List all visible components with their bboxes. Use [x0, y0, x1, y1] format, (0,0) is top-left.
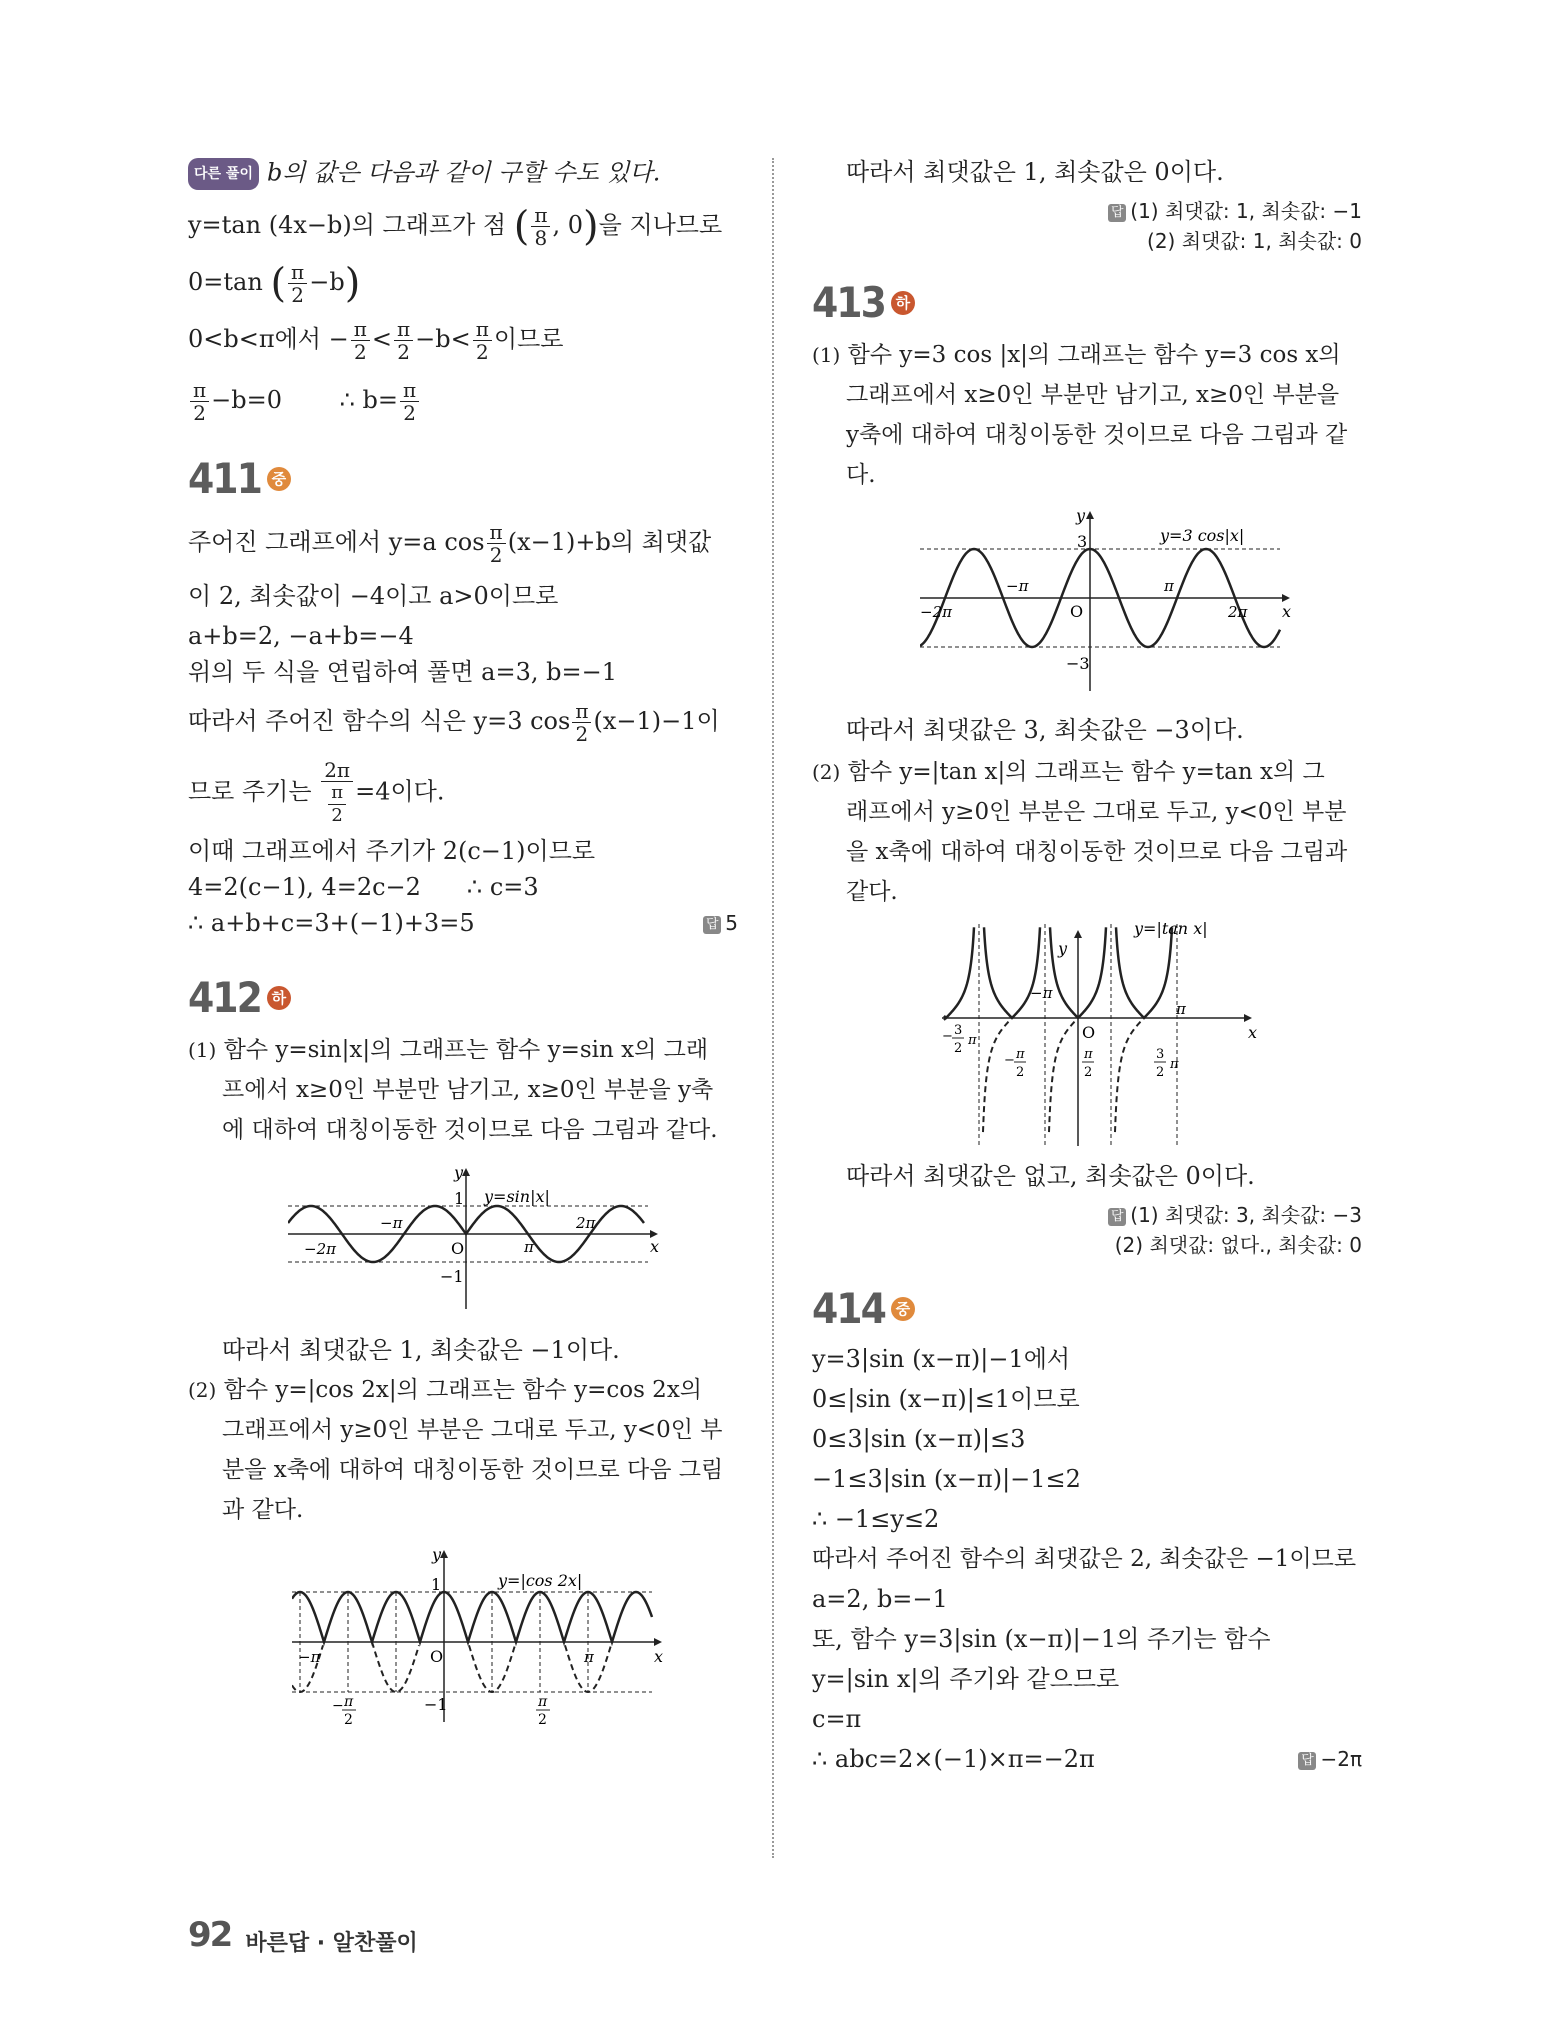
svg-text:π: π	[1084, 1047, 1093, 1062]
p414-line-4: −1≤3|sin (x−π)|−1≤2	[812, 1465, 1081, 1493]
svg-text:y: y	[1076, 509, 1086, 525]
p411-line-5: 따라서 주어진 함수의 식은 y=3 cos $\frac{\pi}{2}$ (x−1)−1이	[188, 699, 720, 746]
p414-line-10: c=π	[812, 1705, 862, 1733]
3cos-abs-graph	[920, 509, 1300, 694]
svg-text:x: x	[654, 1647, 664, 1666]
level-badge: 하	[891, 291, 915, 315]
alt-line-4: 0<b<π에서 − $\frac{\pi}{2}$ < $\frac{\pi}{2}$ −b< $\frac{\pi}{2}$ 이므로	[188, 317, 564, 364]
svg-text:−π: −π	[380, 1214, 403, 1232]
alt-line-3: 0=tan ( $\frac{\pi}{2}$ −b)	[188, 260, 361, 307]
alt-solution-intro: 다른 풀이 b의 값은 다음과 같이 구할 수도 있다.	[188, 158, 738, 190]
svg-text:3: 3	[1077, 532, 1088, 551]
alt-line-5: $\frac{\pi}{2}$ −b=0 ∴ b= $\frac{\pi}{2}$	[188, 379, 738, 424]
svg-text:x: x	[1282, 602, 1292, 621]
p414-line-7: a=2, b=−1	[812, 1585, 948, 1613]
svg-text:2: 2	[1016, 1065, 1025, 1080]
problem-411-header: 411 중	[188, 454, 738, 503]
p414-line-1: y=3|sin (x−π)|−1에서	[812, 1345, 1071, 1373]
svg-text:2: 2	[1156, 1065, 1165, 1080]
p413-conclusion-1: 따라서 최댓값은 3, 최솟값은 −3이다.	[846, 716, 1244, 744]
level-badge: 중	[891, 1297, 915, 1321]
p413-part2-line1: (2) 함수 y=|tan x|의 그래프는 함수 y=tan x의 그	[812, 759, 1325, 785]
level-badge: 중	[267, 467, 291, 491]
svg-text:3: 3	[954, 1023, 963, 1038]
book-title: 바른답 · 알찬풀이	[245, 1931, 418, 1956]
p411-line-7: 이때 그래프에서 주기가 2(c−1)이므로	[188, 837, 596, 865]
svg-text:−: −	[332, 1698, 344, 1714]
p414-line-9: y=|sin x|의 주기와 같으므로	[812, 1665, 1120, 1693]
p413-part1-line1: (1) 함수 y=3 cos |x|의 그래프는 함수 y=3 cos x의	[812, 342, 1341, 368]
answer-413-1: 답 (1) 최댓값: 3, 최솟값: −3	[812, 1200, 1362, 1230]
level-badge: 하	[267, 986, 291, 1010]
problem-413-header: 413 하	[812, 278, 1362, 327]
fraction: $\frac{\pi}{2}$	[288, 261, 307, 306]
p413-part1-line4: 다.	[846, 462, 876, 488]
svg-text:−2π: −2π	[920, 603, 952, 621]
svg-text:y=|cos 2x|: y=|cos 2x|	[498, 1571, 583, 1590]
svg-text:2: 2	[344, 1712, 353, 1726]
left-column	[188, 150, 738, 1726]
p412-part1-line2: 프에서 x≥0인 부분만 남기고, x≥0인 부분을 y축	[222, 1077, 714, 1103]
svg-text:1: 1	[454, 1189, 465, 1208]
svg-text:2: 2	[954, 1041, 963, 1056]
svg-text:x: x	[1248, 1023, 1258, 1042]
page-number: 92	[188, 1915, 232, 1955]
page-footer	[188, 1915, 418, 1957]
svg-text:2π: 2π	[1228, 603, 1248, 621]
p414-line-11: ∴ abc=2×(−1)×π=−2π 답 −2π	[812, 1745, 1362, 1773]
p413-part1-line2: 그래프에서 x≥0인 부분만 남기고, x≥0인 부분을	[846, 382, 1340, 408]
sin-abs-graph	[288, 1164, 668, 1314]
problem-412-header: 412 하	[188, 973, 738, 1022]
right-column	[812, 150, 1362, 1773]
svg-text:−1: −1	[424, 1695, 448, 1714]
p411-line-1: 주어진 그래프에서 y=a cos $\frac{\pi}{2}$ (x−1)+b의 최댓값	[188, 520, 712, 567]
svg-text:y=|tan x|: y=|tan x|	[1134, 920, 1208, 938]
svg-text:π: π	[1170, 1057, 1179, 1072]
svg-text:O: O	[1070, 602, 1084, 621]
cos2x-abs-graph	[292, 1546, 672, 1726]
p414-line-8: 또, 함수 y=3|sin (x−π)|−1의 주기는 함수	[812, 1625, 1271, 1653]
answer-413-2: (2) 최댓값: 없다., 최솟값: 0	[1114, 1233, 1362, 1257]
svg-text:−2π: −2π	[304, 1240, 336, 1258]
p412-conclusion-1: 따라서 최댓값은 1, 최솟값은 −1이다.	[222, 1336, 620, 1364]
p412-part2-line1: (2) 함수 y=|cos 2x|의 그래프는 함수 y=cos 2x의	[188, 1377, 703, 1403]
p413-conclusion-2: 따라서 최댓값은 없고, 최솟값은 0이다.	[846, 1162, 1255, 1190]
svg-text:O: O	[451, 1239, 465, 1258]
svg-text:y: y	[1058, 939, 1068, 958]
svg-text:x: x	[650, 1237, 660, 1256]
svg-text:O: O	[1082, 1023, 1096, 1042]
p412-part1-line1: (1) 함수 y=sin|x|의 그래프는 함수 y=sin x의 그래	[188, 1037, 709, 1063]
answer-411: 답 5	[703, 909, 738, 937]
svg-text:−π: −π	[298, 1648, 321, 1666]
answer-412-2: (2) 최댓값: 1, 최솟값: 0	[1147, 229, 1362, 253]
p414-line-2: 0≤|sin (x−π)|≤1이므로	[812, 1385, 1080, 1413]
p413-part2-line3: 을 x축에 대하여 대칭이동한 것이므로 다음 그림과	[846, 839, 1348, 865]
alt-solution-tag: 다른 풀이	[188, 158, 259, 190]
svg-text:π: π	[1164, 577, 1174, 595]
svg-text:π: π	[584, 1648, 594, 1666]
svg-text:−: −	[1004, 1053, 1015, 1068]
svg-text:−π: −π	[1006, 577, 1029, 595]
p411-line-8: 4=2(c−1), 4=2c−2 ∴ c=3	[188, 873, 539, 901]
p413-part1-line3: y축에 대하여 대칭이동한 것이므로 다음 그림과 같	[846, 422, 1348, 448]
svg-text:−: −	[942, 1029, 953, 1044]
svg-text:π: π	[538, 1694, 548, 1710]
svg-text:2π: 2π	[576, 1214, 596, 1232]
svg-text:π: π	[1016, 1047, 1025, 1062]
svg-text:1: 1	[431, 1575, 442, 1594]
svg-text:−1: −1	[440, 1267, 464, 1286]
period-fraction: $\frac{2\pi}{\frac{\pi}{2}}$	[321, 759, 353, 827]
p411-line-3: a+b=2, −a+b=−4	[188, 622, 414, 650]
p414-line-6: 따라서 주어진 함수의 최댓값은 2, 최솟값은 −1이므로	[812, 1546, 1357, 1572]
svg-text:O: O	[430, 1647, 444, 1666]
fraction: $\frac{\pi}{8}$	[531, 204, 550, 249]
p412-conclusion-2: 따라서 최댓값은 1, 최솟값은 0이다.	[846, 158, 1224, 186]
svg-text:π: π	[968, 1033, 977, 1048]
svg-text:y=sin|x|: y=sin|x|	[484, 1187, 550, 1206]
alt-line-2: y=tan (4x−b)의 그래프가 점 ( $\frac{\pi}{8}$ , 0)을 지나므로	[188, 203, 723, 250]
svg-text:y: y	[454, 1164, 464, 1182]
p414-line-3: 0≤3|sin (x−π)|≤3	[812, 1425, 1026, 1453]
p412-part2-line2: 그래프에서 y≥0인 부분은 그대로 두고, y<0인 부	[222, 1417, 723, 1443]
p411-line-2: 이 2, 최솟값이 −4이고 a>0이므로	[188, 582, 559, 610]
problem-414-header: 414 중	[812, 1284, 1362, 1333]
svg-text:y=3 cos|x|: y=3 cos|x|	[1160, 526, 1245, 545]
p411-line-4: 위의 두 식을 연립하여 풀면 a=3, b=−1	[188, 658, 617, 686]
tan-abs-graph	[942, 920, 1272, 1150]
p412-part2-line4: 과 같다.	[222, 1497, 304, 1523]
svg-text:−3: −3	[1066, 654, 1090, 673]
svg-text:2: 2	[538, 1712, 547, 1726]
svg-text:2: 2	[1084, 1065, 1093, 1080]
p411-line-9: ∴ a+b+c=3+(−1)+3=5 답 5	[188, 909, 738, 937]
p412-part2-line3: 분을 x축에 대하여 대칭이동한 것이므로 다음 그림	[222, 1457, 724, 1483]
p412-part1-line3: 에 대하여 대칭이동한 것이므로 다음 그림과 같다.	[222, 1117, 718, 1143]
svg-text:3: 3	[1156, 1047, 1165, 1062]
p413-part2-line2: 래프에서 y≥0인 부분은 그대로 두고, y<0인 부분	[846, 799, 1347, 825]
p411-line-6: 므로 주기는 $\frac{2\pi}{\frac{\pi}{2}}$ =4이다.	[188, 758, 445, 826]
svg-text:π: π	[524, 1238, 534, 1256]
svg-text:−π: −π	[1030, 984, 1053, 1002]
svg-text:π: π	[344, 1694, 354, 1710]
answer-414: 답 −2π	[1298, 1745, 1362, 1773]
svg-text:y: y	[432, 1546, 442, 1564]
column-divider	[772, 158, 774, 1858]
p414-line-5: ∴ −1≤y≤2	[812, 1505, 940, 1533]
answer-412-1: 답 (1) 최댓값: 1, 최솟값: −1	[812, 196, 1362, 226]
p413-part2-line4: 같다.	[846, 879, 898, 905]
svg-text:π: π	[1176, 1000, 1186, 1018]
